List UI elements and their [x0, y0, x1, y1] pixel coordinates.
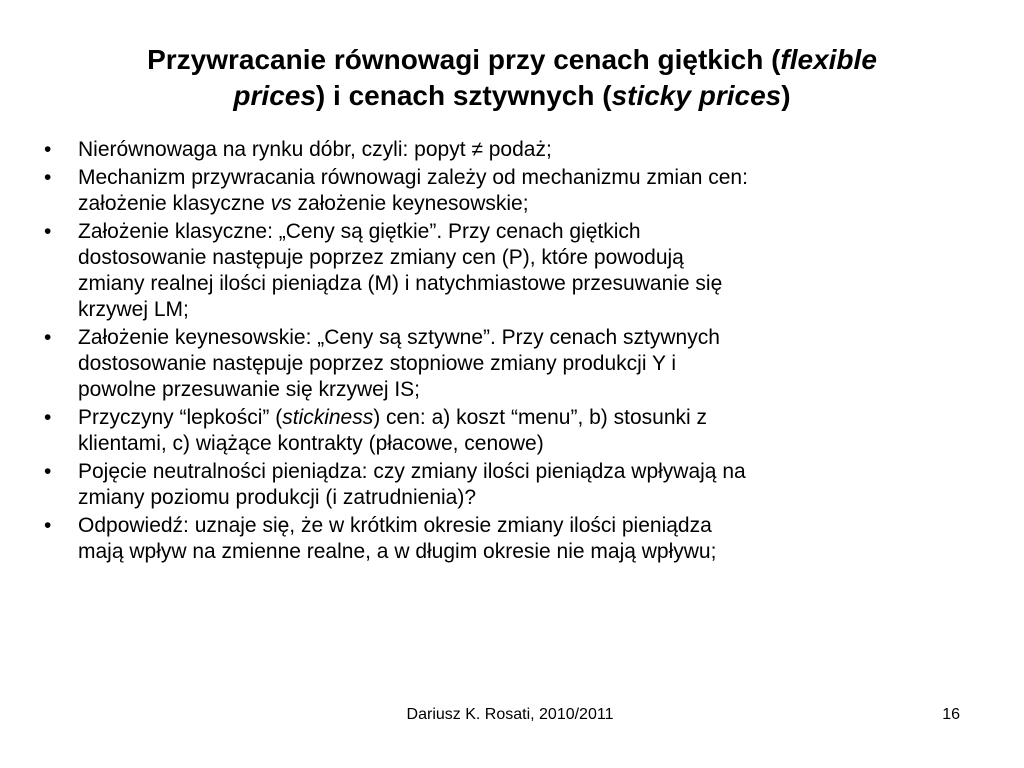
bullet-marker: •: [44, 220, 52, 243]
bullet-item-6: • Pojęcie neutralności pieniądza: czy zmiany ilości pieniądza wpływają na zmiany poziomu produkcji (i zatrudnienia)?: [44, 460, 746, 509]
bullet-item-5: • Przyczyny “lepkości” (stickiness) cen: a) koszt “menu”, b) stosunki z klientami, c) wiążące kontrakty (płacowe, cenowe): [44, 406, 708, 455]
title-term-flexible: flexible: [780, 44, 877, 75]
title-term-sticky-prices: sticky prices: [611, 80, 782, 111]
bullet-marker: •: [44, 326, 52, 349]
bullet-marker: •: [44, 460, 52, 483]
bullet-list: [42, 137, 997, 567]
bullet-marker: •: [44, 406, 52, 429]
title-line-2: prices) i cenach sztywnych (sticky prices): [233, 80, 791, 111]
page-number: 16: [942, 706, 960, 723]
bullet-item-7: • Odpowiedź: uznaje się, że w krótkim okresie zmiany ilości pieniądza mają wpływ na zmienne realne, a w długim okresie nie mają wpływu;: [44, 514, 717, 563]
bullet-item-1: • Nierównowaga na rynku dóbr, czyli: popyt ≠ podaż;: [44, 138, 552, 161]
bullet-marker: •: [44, 138, 52, 161]
bullet-item-3: • Założenie klasyczne: „Ceny są giętkie”. Przy cenach giętkich dostosowanie następuje poprzez zmiany cen (P), które powodują zmiany realnej ilości pieniądza (M) i natychmiastowe przesuwanie się krzywej LM;: [44, 220, 723, 321]
term-vs: vs: [270, 192, 292, 215]
term-stickiness: stickiness: [282, 406, 374, 429]
bullet-item-4: • Założenie keynesowskie: „Ceny są sztywne”. Przy cenach sztywnych dostosowanie następuje poprzez stopniowe zmiany produkcji Y i powolne przesuwanie się krzywej IS;: [44, 326, 720, 401]
title-term-prices: prices: [233, 80, 316, 111]
slide-title: [40, 42, 984, 114]
bullet-item-2: • Mechanizm przywracania równowagi zależy od mechanizmu zmian cen: założenie klasyczne vs założenie keynesowskie;: [44, 166, 748, 215]
title-line-1: Przywracanie równowagi przy cenach giętkich (flexible: [147, 44, 877, 75]
bullet-marker: •: [44, 166, 52, 189]
footer-author: Dariusz K. Rosati, 2010/2011: [406, 706, 614, 723]
bullet-marker: •: [44, 514, 52, 537]
